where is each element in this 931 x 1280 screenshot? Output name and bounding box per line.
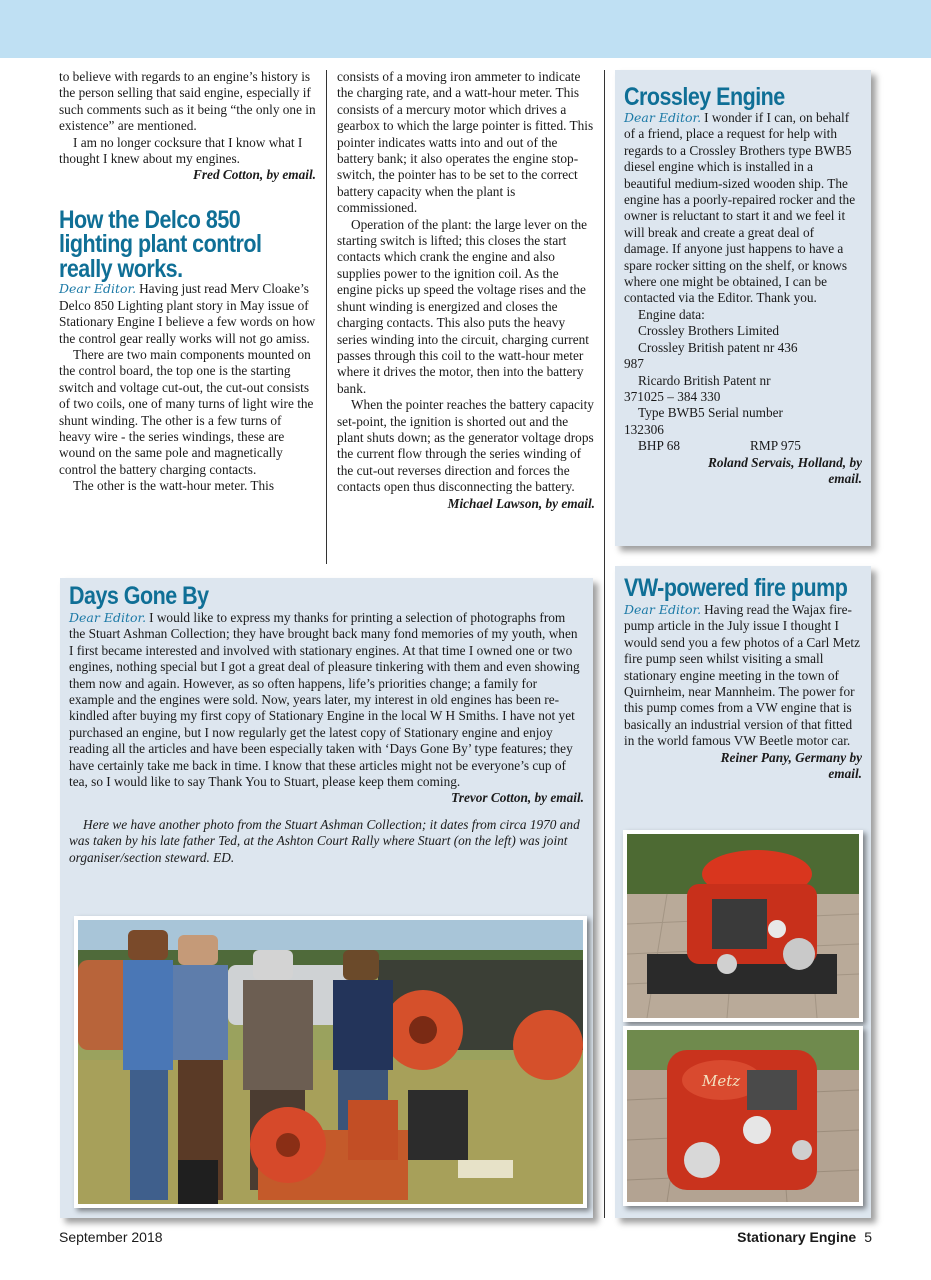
- crossley-headline: Crossley Engine: [624, 83, 785, 111]
- vw-letter: [624, 602, 862, 782]
- crossley-letter: [624, 110, 862, 487]
- signature: Michael Lawson, by email.: [447, 495, 595, 511]
- days-gone-by-box: [60, 578, 593, 1218]
- paragraph: Dear Editor. Having read the Wajax fire-pump article in the July issue I thought I would send you a few photos of a Carl Metz fire pump seen whilst visiting a small stationary engine meeting in the town of Quirnheim, near Mannheim. The power for this pump comes from a VW engine that is basically an industrial version of that fitted in the world famous VW Beetle motor car.: [624, 602, 860, 749]
- paragraph: Dear Editor. Having just read Merv Cloake’s Delco 850 Lighting plant story in May issue of Stationary Engine I believe a few words on how the control gear really works will not go amiss.: [59, 281, 316, 346]
- paragraph: There are two main components mounted on the control board, the top one is the starting switch and voltage cut-out, the cut-out consists of two coils, one of many turns of light wire the shunt winding. The other is a few turns of heavy wire - the series windings, these are wound on the same pole and magnetically control the battery charging contacts.: [59, 346, 314, 477]
- engine-patent-2: Ricardo British Patent nr: [638, 372, 771, 388]
- footer-magazine: [737, 1229, 872, 1245]
- engine-patent-1: Crossley British patent nr 436: [638, 339, 798, 355]
- column-1: [59, 69, 316, 495]
- metz-plate-text: Metz: [702, 1072, 741, 1090]
- vw-headline: VW-powered fire pump: [624, 574, 848, 602]
- signature-cont: email.: [828, 470, 862, 486]
- delco-headline: How the Delco 850 lighting plant control really works.: [59, 205, 262, 283]
- signature-cont: email.: [828, 766, 862, 782]
- top-color-band: [0, 0, 931, 58]
- fire-pump-photo-2: [623, 1026, 863, 1206]
- engine-power: BHP 68 RMP 975: [638, 438, 801, 454]
- salutation: Dear Editor.: [624, 110, 702, 125]
- magazine-title: Stationary Engine: [737, 1229, 857, 1245]
- fire-pump-image-2: [627, 1030, 859, 1202]
- column-2: [337, 69, 595, 512]
- paragraph: The other is the watt-hour meter. This: [73, 478, 275, 494]
- fire-pump-photo-1: [623, 830, 863, 1022]
- fire-pump-image-1: [627, 834, 859, 1018]
- engine-patent-2-cont: 371025 – 384 330: [624, 388, 721, 404]
- crossley-engine-box: [615, 70, 871, 546]
- paragraph: When the pointer reaches the battery capacity set-point, the ignition is shorted out and the plant shuts down; as the generator voltage drops the current flow through the series winding of the cut-out reverses direction and forces the contacts open thus disconnecting the battery.: [337, 397, 594, 495]
- paragraph: Dear Editor. I would like to express my thanks for printing a selection of photographs from the Stuart Ashman Collection; they have brought back many fond memories of my youth, when I first became interested and involved with stationary engines. At that time I owned one or two engines, nothing special but I got a great deal of pleasure tinkering with them and even showing them now and again. However, as so often happens, life’s priorities change; a family for example and the engines were sold. Now, years later, my interest in old engines has been re-kindled after buying my first copy of Stationary Engine in the local W H Smiths. I have not yet purchased an engine, but I now regularly get the latest copy of Stationary engine and enjoy reading all the articles and have been especially taken with ‘Days Gone By’ type features; they have certainly take me back in time. I know that these articles might not be everyone’s cup of tea, so I would like to say Thank You to Stuart, please keep them coming.: [69, 610, 580, 790]
- rally-image: [78, 920, 583, 1204]
- ashton-court-rally-photo: [74, 916, 587, 1208]
- column-rule: [326, 70, 327, 564]
- engine-patent-1-cont: 987: [624, 356, 644, 372]
- paragraph: I am no longer cocksure that I know what I thought I knew about my engines.: [59, 134, 303, 167]
- days-gone-by-headline: Days Gone By: [69, 582, 209, 610]
- salutation: Dear Editor.: [69, 610, 147, 625]
- photo-caption: Here we have another photo from the Stuart Ashman Collection; it dates from circa 1970 and was taken by his late father Ted, at the Ashton Court Rally where Stuart (on the left) was joint organiser/section steward. ED.: [69, 816, 580, 865]
- paragraph: consists of a moving iron ammeter to indicate the charging rate, and a watt-hour meter. This consists of a mercury motor which drives a gearbox to which the large pointer is fitted. This pointer indicates watts into and out of the battery bank; it also operates the engine stop-switch, the pointer has to be set to the correct battery capacity when the plant is commissioned.: [337, 69, 594, 216]
- engine-serial: 132306: [624, 421, 664, 437]
- signature: Fred Cotton, by email.: [193, 167, 316, 183]
- paragraph: Operation of the plant: the large lever on the starting switch is lifted; this closes the start contacts which crank the engine and also supplies power to the ignition coil. As the engine picks up speed the voltage rises and the shunt winding is energized and closes the charging contacts. This also puts the heavy series winding into the circuit, charging current passes through this coil to the watt-hour meter where it drives the motor, then into the battery bank.: [337, 216, 589, 396]
- engine-data-heading: Engine data:: [638, 306, 705, 322]
- salutation: Dear Editor.: [59, 281, 137, 297]
- engine-maker: Crossley Brothers Limited: [638, 323, 780, 339]
- paragraph: to believe with regards to an engine’s history is the person selling that said engine, especially if such comments such as it being “the only one in existence” are mentioned.: [59, 69, 316, 134]
- paragraph: Dear Editor. I wonder if I can, on behalf of a friend, place a request for help with regards to a Crossley Brothers type BWB5 diesel engine which is installed in a beautiful medium-sized wooden ship. The engine has a poorly-repaired rocker and the owner is reluctant to start it and we feel it will break and create a great deal of damage. If anyone just happens to have a spare rocker sitting on the shelf, or knows where one might be obtained, I can be contacted via the Editor. Thank you.: [624, 110, 856, 306]
- salutation: Dear Editor.: [624, 602, 702, 617]
- page-number: 5: [864, 1229, 872, 1245]
- signature: Reiner Pany, Germany by: [720, 749, 862, 765]
- signature: Roland Servais, Holland, by: [707, 454, 862, 470]
- column-rule: [604, 70, 605, 1218]
- engine-type: Type BWB5 Serial number: [638, 405, 783, 421]
- signature: Trevor Cotton, by email.: [451, 790, 584, 806]
- vw-fire-pump-box: [615, 566, 871, 1218]
- days-gone-by-letter: [69, 610, 584, 866]
- footer-date: September 2018: [59, 1229, 163, 1245]
